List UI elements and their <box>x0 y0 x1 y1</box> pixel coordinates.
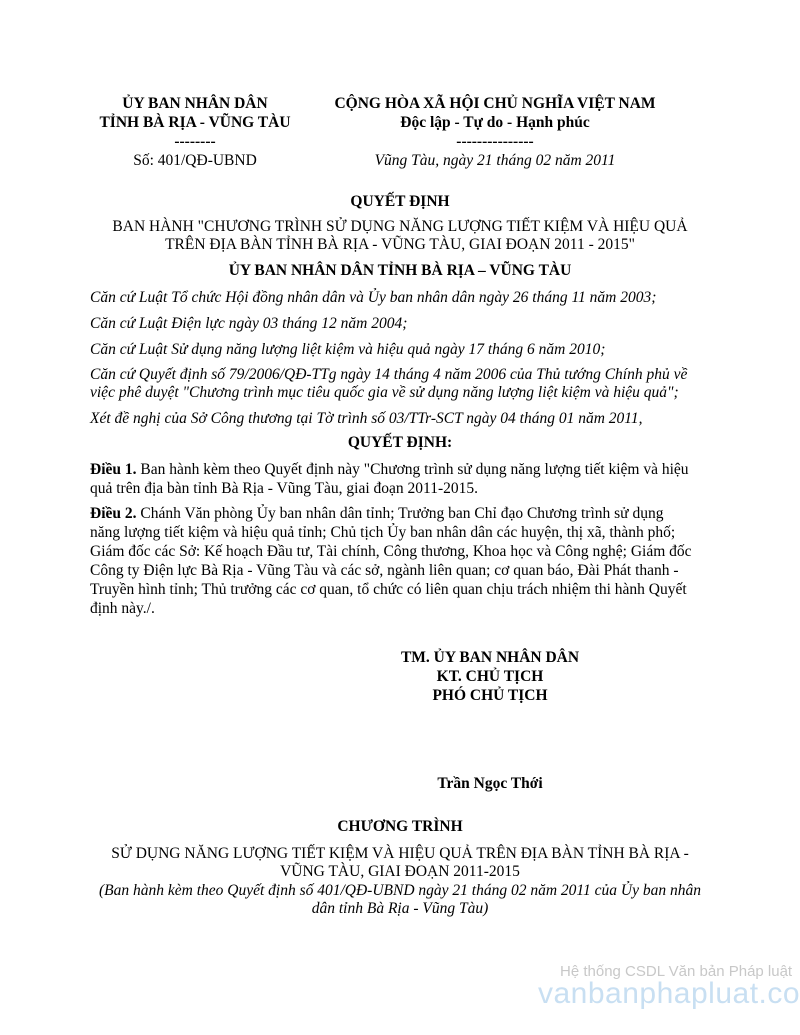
signer-name: Trần Ngọc Thới <box>437 775 543 792</box>
issuer-block <box>90 94 300 170</box>
program-title: CHƯƠNG TRÌNH <box>337 818 463 835</box>
signature-line: PHÓ CHỦ TỊCH <box>432 687 548 704</box>
article-2-text: Truyền hình tỉnh; Thủ trưởng các cơ quan, tổ chức có liên quan chịu trách nhiệm thi hành Quyết <box>90 581 687 598</box>
decision-subtitle <box>100 218 700 254</box>
legal-basis: Căn cứ Quyết định số 79/2006/QĐ-TTg ngày 14 tháng 4 năm 2006 của Thủ tướng Chính phủ về <box>90 366 688 383</box>
motto-separator: --------------- <box>456 133 534 150</box>
legal-basis: Căn cứ Luật Điện lực ngày 03 tháng 12 năm 2004; <box>90 315 408 332</box>
program-note-line: (Ban hành kèm theo Quyết định số 401/QĐ-UBND ngày 21 tháng 02 năm 2011 của Ủy ban nhân <box>99 882 701 899</box>
article-2-text: Giám đốc các Sở: Kế hoạch Đầu tư, Tài chính, Công thương, Khoa học và Công nghệ; Giám đốc <box>90 543 692 560</box>
program-subtitle-line: VŨNG TÀU, GIAI ĐOẠN 2011-2015 <box>280 863 520 880</box>
signature-block <box>360 648 620 705</box>
signature-line: TM. ỦY BAN NHÂN DÂN <box>400 649 580 666</box>
watermark-caption: Hệ thống CSDL Văn bản Pháp luật <box>560 963 793 980</box>
program-note <box>80 882 720 918</box>
program-note-line: dân tỉnh Bà Rịa - Vũng Tàu) <box>311 900 489 917</box>
article-2-text: Chánh Văn phòng Ủy ban nhân dân tỉnh; Trưởng ban Chỉ đạo Chương trình sử dụng <box>136 505 664 522</box>
article-2 <box>90 504 720 618</box>
decision-title: QUYẾT ĐỊNH <box>350 193 450 210</box>
legal-basis: Căn cứ Luật Sử dụng năng lượng liệt kiệm và hiệu quả ngày 17 tháng 6 năm 2010; <box>90 341 606 358</box>
legal-basis: việc phê duyệt "Chương trình mục tiêu quốc gia về sử dụng năng lượng liệt kiệm và hiệu quả"; <box>90 384 679 401</box>
national-motto: Độc lập - Tự do - Hạnh phúc <box>400 114 590 131</box>
legal-basis: Xét đề nghị của Sở Công thương tại Tờ trình số 03/TTr-SCT ngày 04 tháng 01 năm 2011, <box>90 410 643 427</box>
article-2-text: định này./. <box>90 600 155 617</box>
document-number: Số: 401/QĐ-UBND <box>133 152 257 169</box>
decision-subtitle-line: BAN HÀNH "CHƯƠNG TRÌNH SỬ DỤNG NĂNG LƯỢNG TIẾT KIỆM VÀ HIỆU QUẢ <box>112 218 688 235</box>
issuer-province: TỈNH BÀ RỊA - VŨNG TÀU <box>99 114 291 131</box>
issue-date: Vũng Tàu, ngày 21 tháng 02 năm 2011 <box>374 152 616 169</box>
article-1-label: Điều 1. <box>90 461 137 478</box>
article-2-label: Điều 2. <box>90 505 137 522</box>
legal-basis: Căn cứ Luật Tổ chức Hội đồng nhân dân và Ủy ban nhân dân ngày 26 tháng 11 năm 2003; <box>90 289 657 306</box>
article-1-text: Ban hành kèm theo Quyết định này "Chương trình sử dụng năng lượng tiết kiệm và hiệu <box>136 461 689 478</box>
national-name: CỘNG HÒA XÃ HỘI CHỦ NGHĨA VIỆT NAM <box>334 95 656 112</box>
program-subtitle <box>90 845 710 881</box>
issuer-separator: -------- <box>174 133 216 150</box>
program-subtitle-line: SỬ DỤNG NĂNG LƯỢNG TIẾT KIỆM VÀ HIỆU QUẢ TRÊN ĐỊA BÀN TỈNH BÀ RỊA - <box>111 845 689 862</box>
issuer-name: ỦY BAN NHÂN DÂN <box>122 95 268 112</box>
watermark-site: vanbanphapluat.co <box>538 977 800 1010</box>
decides-heading: QUYẾT ĐỊNH: <box>347 434 453 451</box>
article-1 <box>90 460 720 498</box>
national-motto-block <box>300 94 690 170</box>
decision-subtitle-line: TRÊN ĐỊA BÀN TỈNH BÀ RỊA - VŨNG TÀU, GIAI ĐOẠN 2011 - 2015" <box>165 236 635 253</box>
signature-line: KT. CHỦ TỊCH <box>436 668 544 685</box>
article-2-text: Công ty Điện lực Bà Rịa - Vũng Tàu và các sở, ngành liên quan; cơ quan báo, Đài Phát thanh - <box>90 562 679 579</box>
article-2-text: năng lượng tiết kiệm và hiệu quả tỉnh; Chủ tịch Ủy ban nhân dân các huyện, thị xã, thành phố; <box>90 524 676 541</box>
article-1-text: quả trên địa bàn tỉnh Bà Rịa - Vũng Tàu, giai đoạn 2011-2015. <box>90 480 478 497</box>
authority-heading: ỦY BAN NHÂN DÂN TỈNH BÀ RỊA – VŨNG TÀU <box>228 262 572 279</box>
